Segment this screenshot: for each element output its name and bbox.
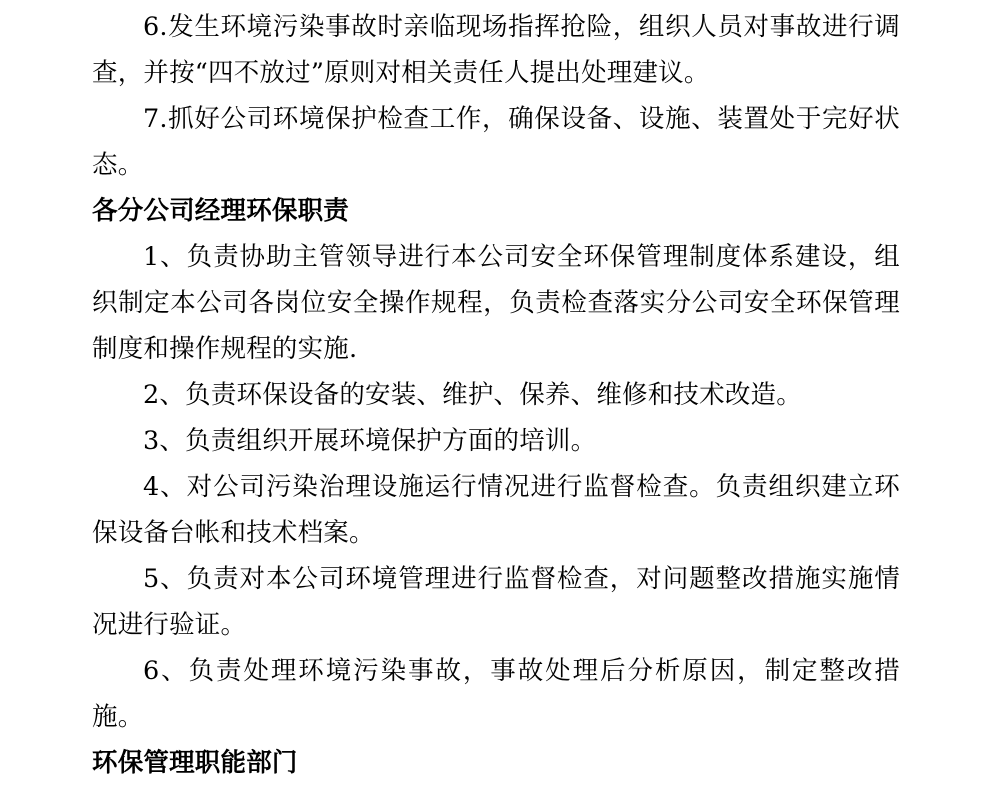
paragraph: 6.发生环境污染事故时亲临现场指挥抢险，组织人员对事故进行调查，并按“四不放过”原则对相关责任人提出处理建议。 [92,12,900,88]
paragraph: 7.抓好公司环境保护检查工作，确保设备、设施、装置处于完好状态。 [92,104,900,180]
section-heading: 各分公司经理环保职责 [92,196,350,226]
section-heading: 环保管理职能部门 [92,748,298,778]
paragraph: 5、负责对本公司环境管理进行监督检查，对问题整改措施实施情况进行验证。 [92,564,900,640]
paragraph: 3、负责组织开展环境保护方面的培训。 [143,426,597,456]
paragraph: 1、负责协助主管领导进行本公司安全环保管理制度体系建设，组织制定本公司各岗位安全操作规程，负责检查落实分公司安全环保管理制度和操作规程的实施. [92,242,900,364]
document-body [92,0,900,786]
paragraph: 4、对公司污染治理设施运行情况进行监督检查。负责组织建立环保设备台帐和技术档案。 [92,472,900,548]
paragraph: 6、负责处理环境污染事故，事故处理后分析原因，制定整改措施。 [92,656,900,732]
paragraph: 2、负责环保设备的安装、维护、保养、维修和技术改造。 [143,380,802,410]
